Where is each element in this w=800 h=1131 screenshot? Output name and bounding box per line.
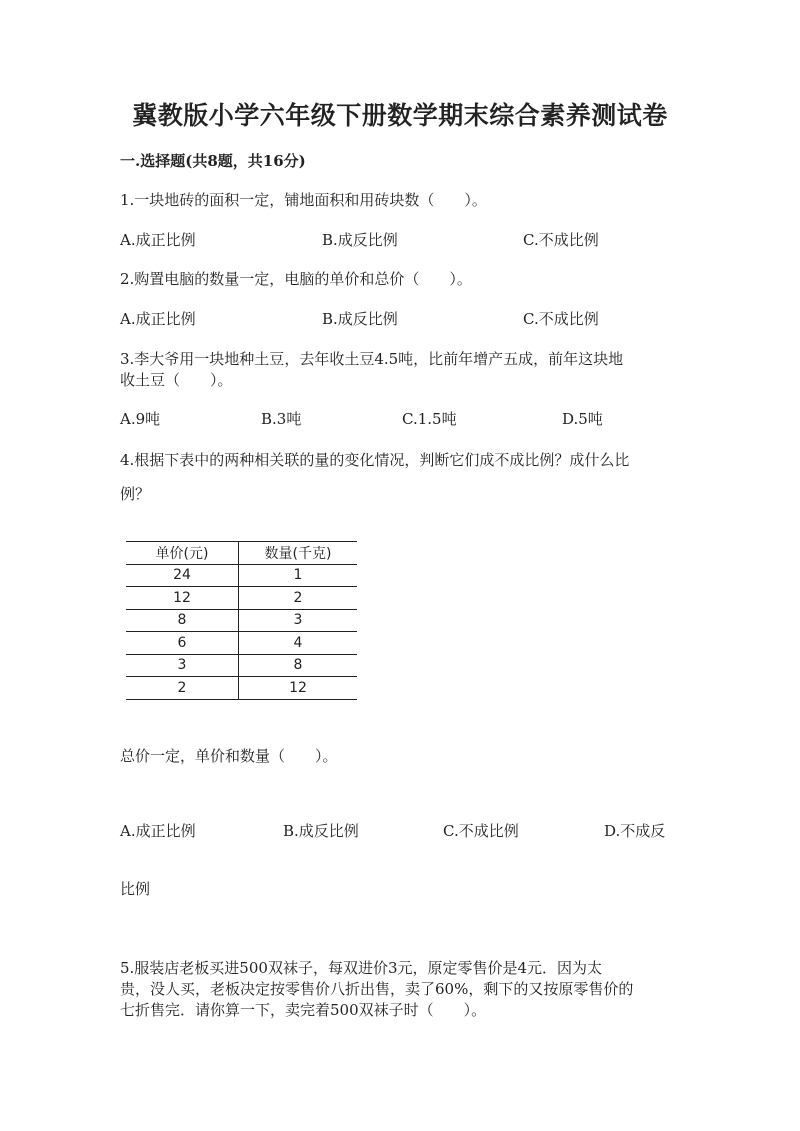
table-cell-quantity: 3	[239, 609, 358, 632]
question-3-option-c: C.1.5吨	[402, 410, 457, 428]
question-4-option-d-wrap: 比例	[120, 880, 151, 898]
question-3-option-d: D.5吨	[562, 410, 603, 428]
table-row	[126, 609, 357, 632]
question-1-option-c: C.不成比例	[523, 231, 599, 249]
question-2-option-a: A.成正比例	[120, 310, 196, 328]
table-cell-unit-price: 2	[126, 677, 239, 700]
question-5-text-line3: 七折售完．请你算一下，卖完着500双袜子时（ ）。	[120, 1001, 487, 1019]
table-cell-quantity: 8	[239, 654, 358, 677]
section-heading: 一.选择题(共8题，共16分)	[120, 152, 306, 170]
table-row	[126, 587, 357, 610]
table-row	[126, 632, 357, 655]
question-1-text: 1.一块地砖的面积一定，铺地面积和用砖块数（ ）。	[120, 191, 487, 209]
table-row	[126, 564, 357, 587]
table-cell-quantity: 1	[239, 564, 358, 587]
question-4-text-line2: 例？	[120, 485, 151, 503]
table-cell-quantity: 12	[239, 677, 358, 700]
table-row	[126, 677, 357, 700]
question-4-option-b: B.成反比例	[283, 822, 359, 840]
table-cell-unit-price: 3	[126, 654, 239, 677]
question-4-text-line1: 4.根据下表中的两种相关联的量的变化情况，判断它们成不成比例？成什么比	[120, 451, 630, 469]
question-4-option-c: C.不成比例	[443, 822, 519, 840]
question-4-option-a: A.成正比例	[120, 822, 196, 840]
question-1-option-a: A.成正比例	[120, 231, 196, 249]
table-header-unit-price: 单价(元)	[126, 542, 239, 565]
table-cell-unit-price: 8	[126, 609, 239, 632]
question-3-option-a: A.9吨	[120, 410, 161, 428]
question-1-option-b: B.成反比例	[322, 231, 398, 249]
table-cell-unit-price: 6	[126, 632, 239, 655]
page-title: 冀教版小学六年级下册数学期末综合素养测试卷	[132, 101, 668, 130]
question-4-prompt: 总价一定，单价和数量（ ）。	[120, 747, 338, 765]
question-4-option-d: D.不成反	[604, 822, 666, 840]
question-3-text-line2: 收土豆（ ）。	[120, 371, 233, 389]
price-quantity-table	[126, 541, 357, 700]
question-2-option-c: C.不成比例	[523, 310, 599, 328]
question-3-text-line1: 3.李大爷用一块地种土豆，去年收土豆4.5吨，比前年增产五成，前年这块地	[120, 350, 624, 368]
table-cell-unit-price: 24	[126, 564, 239, 587]
question-5-text-line1: 5.服装店老板买进500双袜子，每双进价3元，原定零售价是4元．因为太	[120, 959, 603, 977]
table-row	[126, 654, 357, 677]
table-header-quantity: 数量(千克)	[239, 542, 358, 565]
question-3-option-b: B.3吨	[261, 410, 302, 428]
table-header-row	[126, 542, 357, 565]
table-cell-quantity: 2	[239, 587, 358, 610]
question-2-option-b: B.成反比例	[322, 310, 398, 328]
question-2-text: 2.购置电脑的数量一定，电脑的单价和总价（ ）。	[120, 270, 472, 288]
table-cell-unit-price: 12	[126, 587, 239, 610]
question-5-text-line2: 贵，没人买，老板决定按零售价八折出售，卖了60%，剩下的又按原零售价的	[120, 980, 634, 998]
table-cell-quantity: 4	[239, 632, 358, 655]
